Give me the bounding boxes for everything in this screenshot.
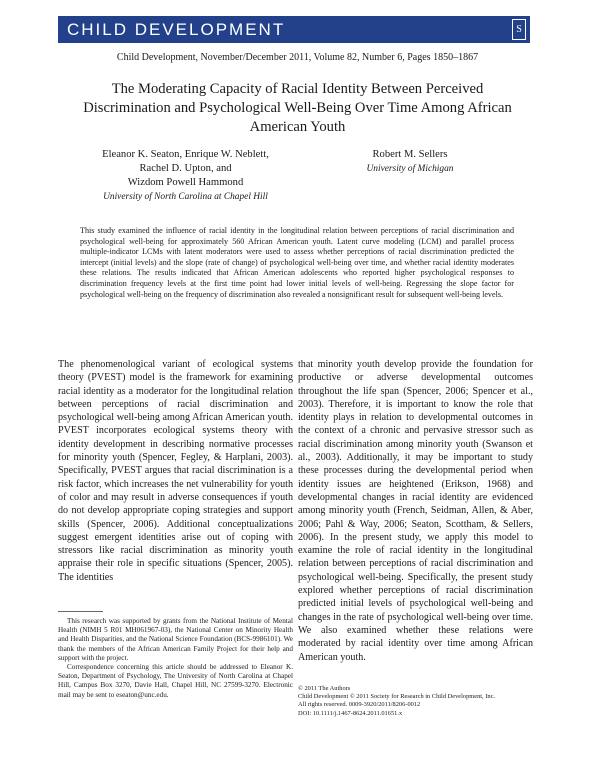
author-group-left [68,148,303,204]
abstract: This study examined the influence of racial identity in the longitudinal relation between perceptions of racial discrimination and psychological well-being for approximately 560 African American youth. Latent curve modeling (LCM) and parallel process multiple-indicator LCMs with latent moderators were used to assess whether perceptions of racial discrimination predicted the intercept (initial levels) and the slope (rate of change) of psychological well-being over time, and whether racial identity moderates these relations. The results indicated that African American adolescents who reported higher psychological responses to discrimination frequency levels at the first time point had lower initial levels of well-being. Regressing the slope factor for psychological well-being on the frequency of discrimination also revealed a nonsignificant result for subsequent well-being levels. [80,226,514,299]
author-line: Eleanor K. Seaton, Enrique W. Neblett, [102,149,269,160]
body-column-left: The phenomenological variant of ecological systems theory (PVEST) model is the framework for examining racial identity as a moderator for the longitudinal relation between perceptions of racial discrimination and psychological well-being among African American youth. PVEST incorporates ecological systems theory with identity development in describing normative processes for minority youth (Spencer, Fegley, & Harplani, 2003). Specifically, PVEST argues that racial discrimination is a risk factor, which increases the net vulnerability for youth of color and may result in adverse consequences if youth do not develop appropriate coping strategies and support skills (Spencer, 2006). Additional conceptualizations suggest emergent identities arise out of coping with stressors like racial discrimination as minority youth appraise their role in specific situations (Spencer, 2005). The identities [58,359,293,583]
author-line: Robert M. Sellers [372,149,448,160]
correspondence-note: Correspondence concerning this article should be addressed to Eleanor K. Seaton, Department of Psychology, The University of North Carolina at Chapel Hill, Campus Box 3270, Davie Hall, Chapel Hill, NC 27599-3270. Electronic mail may be sent to eseaton@unc.edu. [58,663,293,699]
copyright-line: Child Development © 2011 Society for Research in Child Development, Inc. [298,693,496,701]
funding-note: This research was supported by grants from the National Institute of Mental Health (NIMH 5 R01 MH061967-03), the National Center on Minority Health and Health Disparities, and the National Science Foundation (BCS-9986101). We thank the members of the African American Family Project for their help and support with the project. [58,617,293,662]
copyright-line: All rights reserved. 0009-3920/2011/8206-0012 [298,701,421,709]
author-line: Rachel D. Upton, and [139,163,232,174]
affiliation-right: University of Michigan [366,164,454,174]
publisher-logo-icon: S [512,19,526,40]
affiliation-left: University of North Carolina at Chapel Hill [103,192,268,202]
footnote-divider [58,611,103,612]
citation-line: Child Development, November/December 2011, Volume 82, Number 6, Pages 1850–1867 [116,52,479,63]
footnotes [58,617,293,700]
copyright-line: © 2011 The Authors [298,685,351,692]
author-line: Wizdom Powell Hammond [127,177,244,188]
journal-banner: CHILD DEVELOPMENT [58,16,530,43]
copyright-block [298,685,538,718]
body-column-right: that minority youth develop provide the foundation for productive or adverse developmental outcomes throughout the life span (Spencer, 2006; Spencer et al., 2003). Therefore, it is important to know the role that identity plays in relation to developmental outcomes in the context of a chronic and pervasive stressor such as racial discrimination among minority youth (Swanson et al., 2003). Additionally, it may be important to study these processes during the developmental period when identity issues are heightened (Erikson, 1968) and developmental changes in racial identity are evidenced among minority youth (French, Seidman, Allen, & Aber, 2006; Pahl & Way, 2006; Seaton, Scottham, & Sellers, 2006). In the present study, we apply this model to examine the role of racial identity in the longitudinal relation between perceptions of racial discrimination and psychological well-being. Specifically, the present study explored whether perceptions of racial discrimination predicted initial levels of psychological well-being and changes in the rate of psychological well-being over time. We also examined whether these relations were moderated by racial identity over time among African American youth. [298,359,533,663]
article-title: The Moderating Capacity of Racial Identity Between Perceived Discrimination and Psychological Well-Being Over Time Among African American Youth [83,81,512,135]
author-group-right [345,148,475,176]
doi-line: DOI: 10.1111/j.1467-8624.2011.01651.x [298,709,403,717]
